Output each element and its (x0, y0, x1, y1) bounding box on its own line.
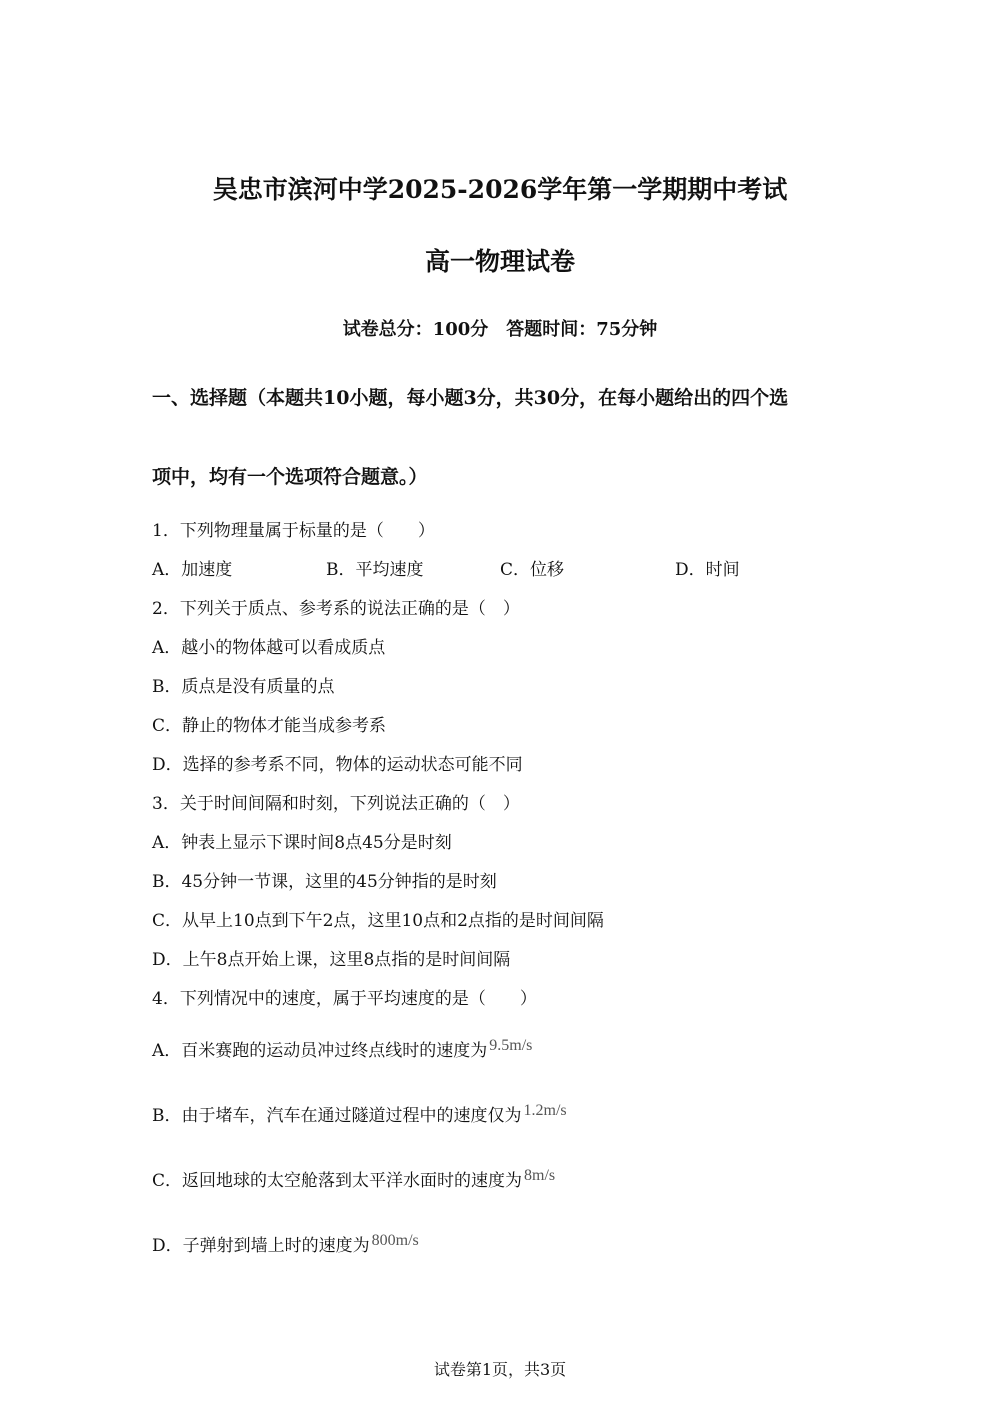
q3-option-a: A．钟表上显示下课时间8点45分是时刻 (152, 833, 452, 853)
subject-title: 高一物理试卷 (424, 247, 575, 276)
q2-option-a: A．越小的物体越可以看成质点 (152, 638, 386, 658)
q4-option-b-text: B．由于堵车，汽车在通过隧道过程中的速度仅为 (152, 1106, 522, 1126)
q1-option-b: B．平均速度 (326, 560, 424, 580)
q1-option-d: D．时间 (675, 560, 740, 580)
q4-option-b (152, 1101, 567, 1126)
q4-option-a (152, 1036, 532, 1061)
q2-option-b: B．质点是没有质量的点 (152, 677, 335, 697)
q3-option-b: B．45分钟一节课，这里的45分钟指的是时刻 (152, 872, 497, 892)
exam-title: 吴忠市滨河中学2025-2026学年第一学期期中考试 (212, 175, 788, 204)
question-3-stem: 3．关于时间间隔和时刻，下列说法正确的（ ） (152, 794, 520, 814)
section-heading-line2: 项中，均有一个选项符合题意。） (152, 466, 428, 488)
q4-option-b-value: 1.2m/s (523, 1102, 567, 1119)
q1-option-a: A．加速度 (152, 560, 233, 580)
q3-option-c: C．从早上10点到下午2点，这里10点和2点指的是时间间隔 (152, 911, 604, 931)
q4-option-d-text: D．子弹射到墙上时的速度为 (152, 1236, 370, 1256)
q4-option-a-text: A．百米赛跑的运动员冲过终点线时的速度为 (152, 1041, 488, 1061)
q4-option-c-value: 8m/s (524, 1167, 556, 1184)
q4-option-c (152, 1166, 555, 1191)
q4-option-a-value: 9.5m/s (489, 1037, 533, 1054)
page-footer: 试卷第1页，共3页 (433, 1360, 567, 1379)
question-1-options (152, 555, 852, 579)
question-2-stem: 2．下列关于质点、参考系的说法正确的是（ ） (152, 599, 520, 619)
q2-option-d: D．选择的参考系不同，物体的运动状态可能不同 (152, 755, 523, 775)
q2-option-c: C．静止的物体才能当成参考系 (152, 716, 387, 736)
question-1-stem: 1．下列物理量属于标量的是（ ） (152, 521, 435, 541)
exam-meta: 试卷总分：100分 答题时间：75分钟 (342, 319, 658, 340)
q4-option-c-text: C．返回地球的太空舱落到太平洋水面时的速度为 (152, 1171, 523, 1191)
q4-option-d-value: 800m/s (371, 1232, 419, 1249)
q3-option-d: D．上午8点开始上课，这里8点指的是时间间隔 (152, 950, 511, 970)
q1-option-c: C．位移 (500, 560, 565, 580)
question-4-stem: 4．下列情况中的速度，属于平均速度的是（ ） (152, 989, 537, 1009)
q4-option-d (152, 1231, 419, 1256)
section-heading-line1: 一、选择题（本题共10小题，每小题3分，共30分，在每小题给出的四个选 (152, 387, 789, 409)
